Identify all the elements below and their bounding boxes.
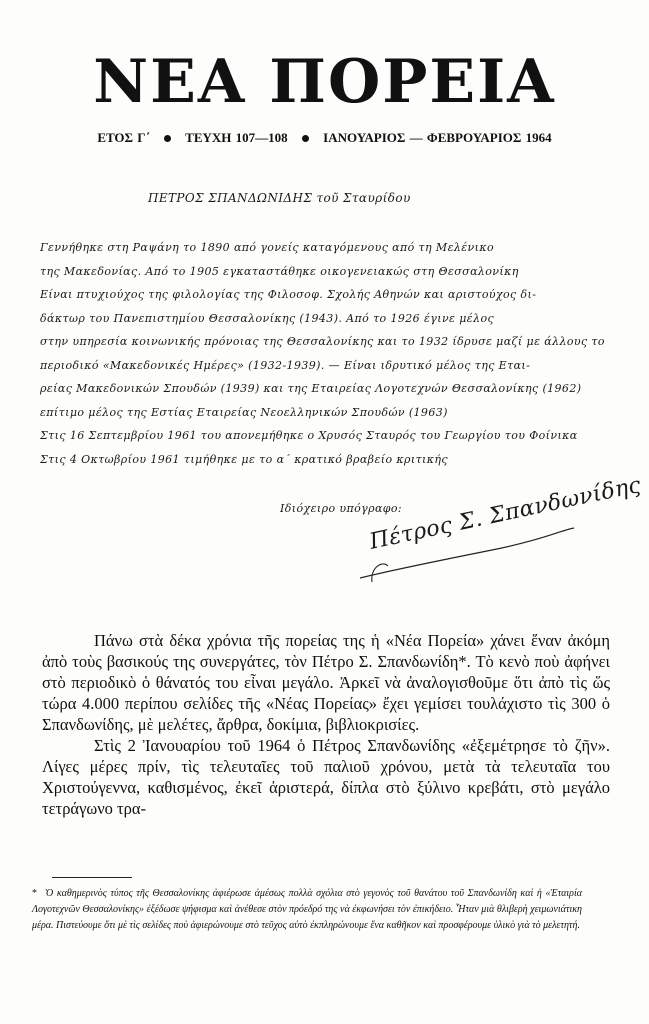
journal-title: ΝΕΑ ΠΟΡΕΙΑ [93, 47, 556, 117]
issue-line [0, 130, 649, 146]
signature-note: Ιδιόχειρο υπόγραφο: [280, 502, 403, 515]
issue-numbers: ΤΕΥΧΗ 107—108 [185, 130, 288, 145]
handwritten-line: περιοδικό «Μακεδονικές Ημέρες» (1932-1939). — Είναι ιδρυτικό μέλος της Εται- [40, 358, 531, 372]
issue-year: ΕΤΟΣ Γ΄ [97, 130, 150, 145]
bullet-separator [164, 135, 171, 142]
author-signature: Πέτρος Σ. Σπανδωνίδης [367, 472, 644, 555]
bullet-separator [302, 135, 309, 142]
handwritten-line: ρείας Μακεδονικών Σπουδών (1939) και της Εταιρείας Λογοτεχνών Θεσσαλονίκης (1962) [40, 382, 582, 395]
handwritten-line: Στις 4 Οκτωβρίου 1961 τιμήθηκε με το α΄ κρατικό βραβείο κριτικής [40, 452, 448, 466]
handwritten-biography [40, 236, 615, 471]
handwritten-line: στην υπηρεσία κοινωνικής πρόνοιας της Θεσσαλονίκης και το 1932 ίδρυσε μαζί με άλλους το [40, 335, 605, 348]
footnote-text: Ὁ καθημερινὸς τύπος τῆς Θεσσαλονίκης ἀφιέρωσε ἀμέσως πολλὰ σχόλια στὸ γεγονὸς τοῦ θανάτου τοῦ Σπανδωνίδη καὶ ἡ «Ἑταιρία Λογοτεχνῶν Θεσσαλονίκης» ἐξέδωσε ψήφισμα καὶ ἀνέθεσε στὸν πρόεδρό της νὰ ἐκφωνήσει τὸν ἐπικήδειο. Ἦταν μιὰ θλιβερὴ χειμωνιάτικη μέρα. Πιστεύουμε ὅτι μὲ τὶς σελίδες ποὺ ἀφιερώνουμε στὸ τεῦχος αὐτὸ ἐκπληρώνουμε ἕνα καθῆκον καὶ προσφέρουμε ὑλικὸ γιὰ τὸ μελετητή. [32, 888, 582, 931]
handwritten-line: της Μακεδονίας. Από το 1905 εγκαταστάθηκε οικογενειακώς στη Θεσσαλονίκη [40, 264, 519, 278]
article-paragraph: Πάνω στὰ δέκα χρόνια τῆς πορείας της ἡ «Νέα Πορεία» χάνει ἕναν ἀκόμη ἀπὸ τοὺς βασικούς της συνεργάτες, τὸν Πέτρο Σ. Σπανδωνίδη*. Τὸ κενὸ ποὺ ἀφήνει στὸ περιοδικὸ ὁ θάνατός του εἶναι μεγάλο. Ἀρκεῖ νὰ ἀναλογισθοῦμε ὅτι ἀπὸ τὶς ὥς τώρα 4.000 περίπου σελίδες τῆς «Νέας Πορείας» ἔχει γεμίσει τουλάχιστο τὶς 300 ὁ Σπανδωνίδης, μὲ μελέτες, ἄρθρα, δοκίμια, βιβλιοκρισίες. [42, 631, 610, 734]
handwritten-heading: ΠΕΤΡΟΣ ΣΠΑΝΔΩΝΙΔΗΣ τοῦ Σταυρίδου [148, 191, 411, 205]
handwritten-line: Γεννήθηκε στη Ραψάνη το 1890 από γονείς καταγόμενους από τη Μελένικο [40, 241, 494, 254]
footnote [32, 886, 582, 934]
article-body [42, 630, 610, 819]
footnote-mark: * [32, 888, 37, 899]
handwritten-line: δάκτωρ του Πανεπιστημίου Θεσσαλονίκης (1943). Από το 1926 έγινε μέλος [40, 311, 495, 325]
article-paragraph: Στὶς 2 Ἰανουαρίου τοῦ 1964 ὁ Πέτρος Σπανδωνίδης «ἐξεμέτρησε τὸ ζῆν». Λίγες μέρες πρίν, τὶς τελευταῖες τοῦ παλιοῦ χρόνου, μετὰ τὰ τελευταῖα του Χριστούγεννα, καθισμένος, ἐκεῖ ἀριστερά, δίπλα στὸ ξύλινο κρεβάτι, στὸ μεγάλο τετράγωνο τρα- [42, 736, 610, 818]
handwritten-line: Στις 16 Σεπτεμβρίου 1961 του απονεμήθηκε ο Χρυσός Σταυρός του Γεωργίου του Φοίνικα [40, 429, 578, 442]
issue-months: ΙΑΝΟΥΑΡΙΟΣ — ΦΕΒΡΟΥΑΡΙΟΣ 1964 [323, 130, 552, 145]
footnote-divider [52, 877, 132, 878]
handwritten-line: επίτιμο μέλος της Εστίας Εταιρείας Νεοελληνικών Σπουδών (1963) [40, 405, 448, 419]
handwritten-line: Είναι πτυχιούχος της φιλολογίας της Φιλοσοφ. Σχολής Αθηνών και αριστούχος δι- [40, 288, 537, 301]
